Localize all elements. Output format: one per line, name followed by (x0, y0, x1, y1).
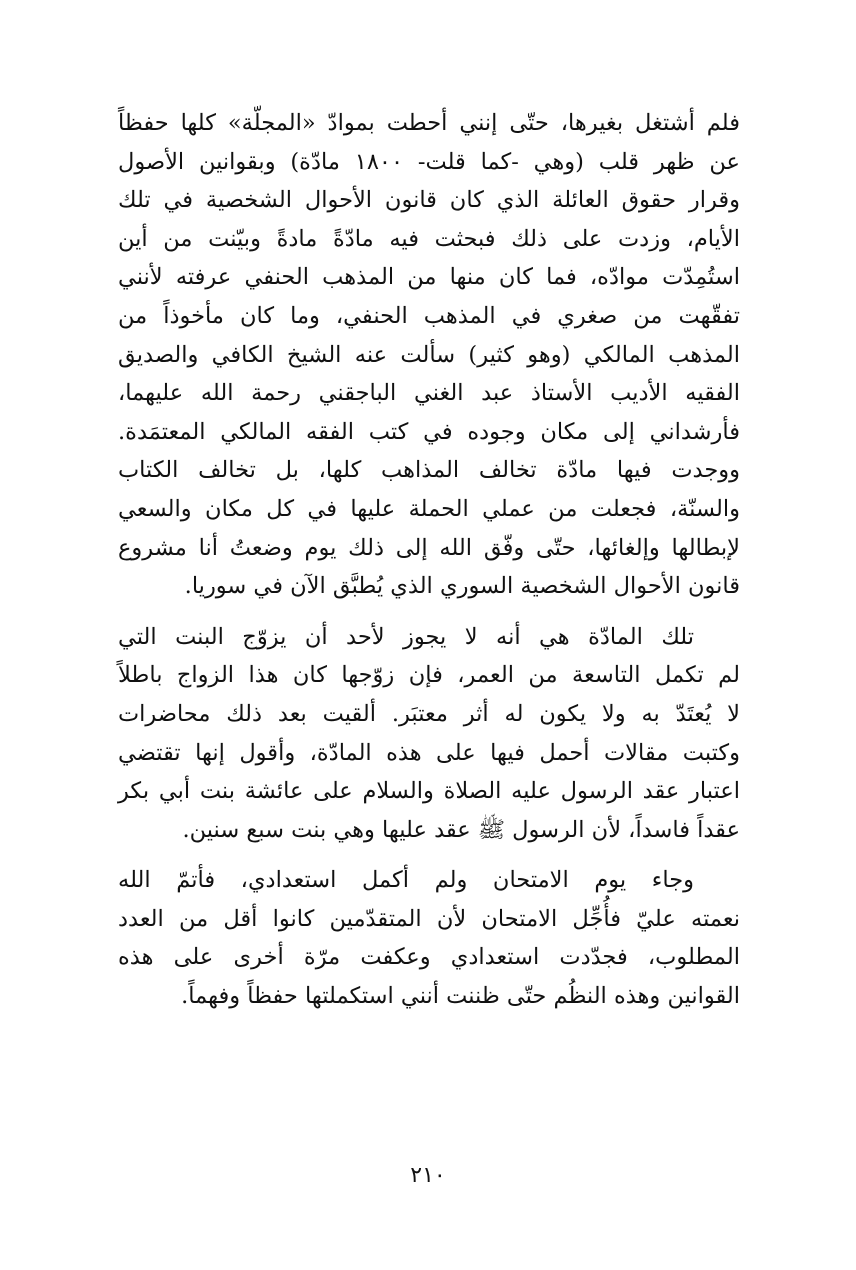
text-line: الأيام، وزدت على ذلك فبحثت فيه مادّةً مادةً وبيّنت من أين (118, 225, 740, 252)
text-line: نعمته عليّ فأُجِّل الامتحان لأن المتقدّمين كانوا أقل من العدد (118, 905, 740, 932)
paragraph-3 (118, 861, 740, 1015)
text-line: تفقّهت من صغري في المذهب الحنفي، وما كان مأخوذاً من (118, 302, 740, 329)
text-line: لم تكمل التاسعة من العمر، فإن زوّجها كان هذا الزواج باطلاً (118, 662, 740, 689)
text-line: وقرار حقوق العائلة الذي كان قانون الأحوال الشخصية في تلك (118, 187, 740, 214)
page-number: ٢١٠ (410, 1163, 446, 1188)
text-line: وجاء يوم الامتحان ولم أكمل استعدادي، فأتمّ الله (118, 867, 694, 894)
text-line: لا يُعتَدّ به ولا يكون له أثر معتبَر. ألقيت بعد ذلك محاضرات (118, 700, 740, 727)
page-body (118, 104, 740, 1016)
text-line: استُمِدّت موادّه، فما كان منها من المذهب الحنفي عرفته لأنني (118, 264, 740, 291)
text-line: قانون الأحوال الشخصية السوري الذي يُطبَّق الآن في سوريا. (184, 573, 740, 600)
text-line: وكتبت مقالات أحمل فيها على هذه المادّة، وأقول إنها تقتضي (118, 739, 740, 766)
text-line: الفقيه الأديب الأستاذ عبد الغني الباجقني رحمة الله عليهما، (118, 380, 740, 407)
text-line: المطلوب، فجدّدت استعدادي وعكفت مرّة أخرى على هذه (118, 944, 740, 971)
paragraph-1 (118, 104, 740, 606)
text-line: لإبطالها وإلغائها، حتّى وفّق الله إلى ذلك يوم وضعتُ أنا مشروع (118, 534, 740, 561)
text-line: تلك المادّة هي أنه لا يجوز لأحد أن يزوّج البنت التي (118, 623, 694, 650)
paragraph-2 (118, 618, 740, 850)
text-line: فلم أشتغل بغيرها، حتّى إنني أحطت بموادّ «المجلّة» كلها حفظاً (118, 110, 740, 136)
text-line: والسنّة، فجعلت من عملي الحملة عليها في كل مكان والسعي (118, 495, 740, 522)
text-line: عن ظهر قلب (وهي -كما قلت- ١٨٠٠ مادّة) وبقوانين الأصول (118, 148, 740, 175)
text-line: القوانين وهذه النظُم حتّى ظننت أنني استكملتها حفظاً وفهماً. (181, 983, 740, 1010)
text-line: ووجدت فيها مادّة تخالف المذاهب كلها، بل تخالف الكتاب (118, 457, 740, 484)
text-line: عقداً فاسداً، لأن الرسول ﷺ عقد عليها وهي بنت سبع سنين. (182, 816, 740, 843)
text-line: فأرشداني إلى مكان وجوده في كتب الفقه المالكي المعتمَدة. (118, 418, 740, 445)
text-line: المذهب المالكي (وهو كثير) سألت عنه الشيخ الكافي والصديق (118, 341, 740, 368)
text-line: اعتبار عقد الرسول عليه الصلاة والسلام على عائشة بنت أبي بكر (118, 778, 740, 805)
